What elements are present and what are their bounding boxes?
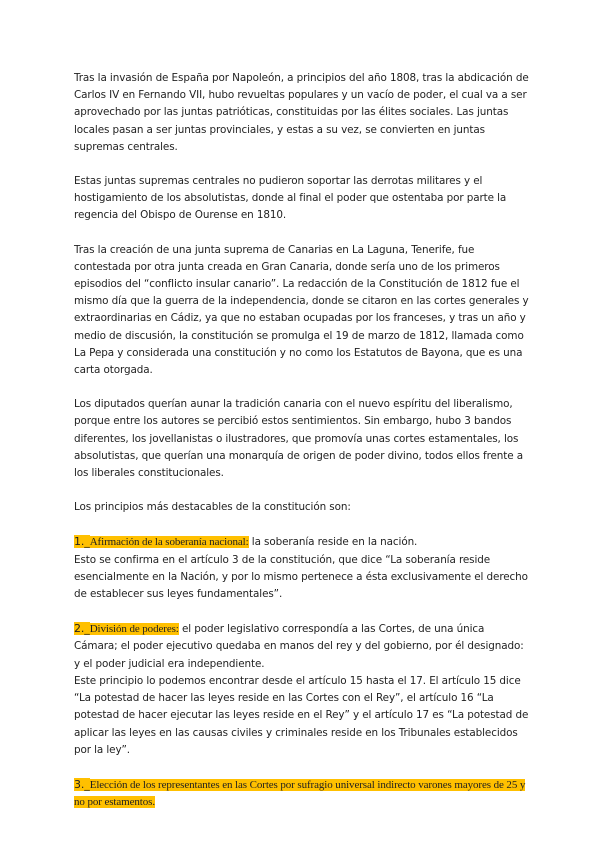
principle-2-body: Este principio lo podemos encontrar desde el artículo 15 hasta el 17. El artículo 15 dice “La potestad de hacer las leyes reside en las Cortes con el Rey”, el artículo 16 “La potestad de hacer ejecutar las leyes reside en el Rey” y el artículo 17 es “La potestad de aplicar las leyes en las causas civiles y criminales reside en los Tribunales establecidos por la ley”. — [74, 674, 529, 756]
principle-2-heading: División de poderes: — [89, 623, 179, 636]
paragraph-diputados: Los diputados querían aunar la tradición canaria con el nuevo espíritu del liberalismo, porque entre los autores se percibió estos sentimientos. Sin embargo, hubo 3 bandos diferentes, los jovellanistas o ilustradores, que promovía unas cortes estamentales, los absolutistas, que querían una monarquía de origen de poder divino, todos ellos frente a los liberales constitucionales. — [74, 398, 524, 480]
principle-2-number: 2._ — [74, 622, 90, 636]
principle-3-line — [74, 776, 530, 811]
principle-2-lead: el poder legislativo correspondía a las Cortes, de una única Cámara; el poder ejecutivo quedaba en manos del rey y del gobierno, por él designado: y el poder judicial era independiente. — [74, 623, 524, 670]
principle-1 — [74, 533, 530, 603]
principle-3 — [74, 776, 530, 811]
paragraph-principios-intro: Los principios más destacables de la constitución son: — [74, 501, 351, 514]
paragraph-canarias-constitucion: Tras la creación de una junta suprema de Canarias en La Laguna, Tenerife, fue contestada por otra junta creada en Gran Canaria, donde sería uno de los primeros episodios del “conflicto insular canario”. La redacción de la Constitución de 1812 fue el mismo día que la guerra de la independencia, donde se citaron en las cortes generales y extraordinarias en Cádiz, ya que no estaban ocupadas por los franceses, y tras un año y medio de discusión, la constitución se promulga el 19 de marzo de 1812, llamada como La Pepa y considerada una constitución y no como los Estatutos de Bayona, que es una carta otorgada. — [74, 243, 529, 377]
principle-1-heading: Afirmación de la soberanía nacional: — [89, 536, 249, 549]
principle-3-number: 3._ — [74, 777, 90, 791]
principle-1-line — [74, 533, 530, 551]
paragraph-juntas-supremas: Estas juntas supremas centrales no pudieron soportar las derrotas militares y el hostigamiento de los absolutistas, donde al final el poder que ostentaba por parte la regencia del Obispo de Ourense en 1810. — [74, 175, 507, 222]
document-body — [74, 70, 530, 811]
principle-1-body: Esto se confirma en el artículo 3 de la constitución, que dice “La soberanía reside esencialmente en la Nación, y por lo mismo pertenece a ésta exclusivamente el derecho de establecer sus leyes fundamentales”. — [74, 553, 528, 601]
principle-2-line — [74, 620, 530, 673]
principle-2 — [74, 620, 530, 759]
principle-1-lead: la soberanía reside en la nación. — [248, 536, 418, 549]
principle-3-heading: Elección de los representantes en las Cortes por sufragio universal indirecto varones mayores de 25 y no por estamentos. — [74, 778, 526, 809]
principle-1-number: 1._ — [74, 535, 90, 549]
paragraph-napoleon-invasion: Tras la invasión de España por Napoleón, a principios del año 1808, tras la abdicación de Carlos IV en Fernando VII, hubo revueltas populares y un vacío de poder, el cual va a ser aprovechado por las juntas patrióticas, constituidas por las élites sociales. Las juntas locales pasan a ser juntas provinciales, y estas a su vez, se convierten en juntas supremas centrales. — [74, 72, 529, 153]
